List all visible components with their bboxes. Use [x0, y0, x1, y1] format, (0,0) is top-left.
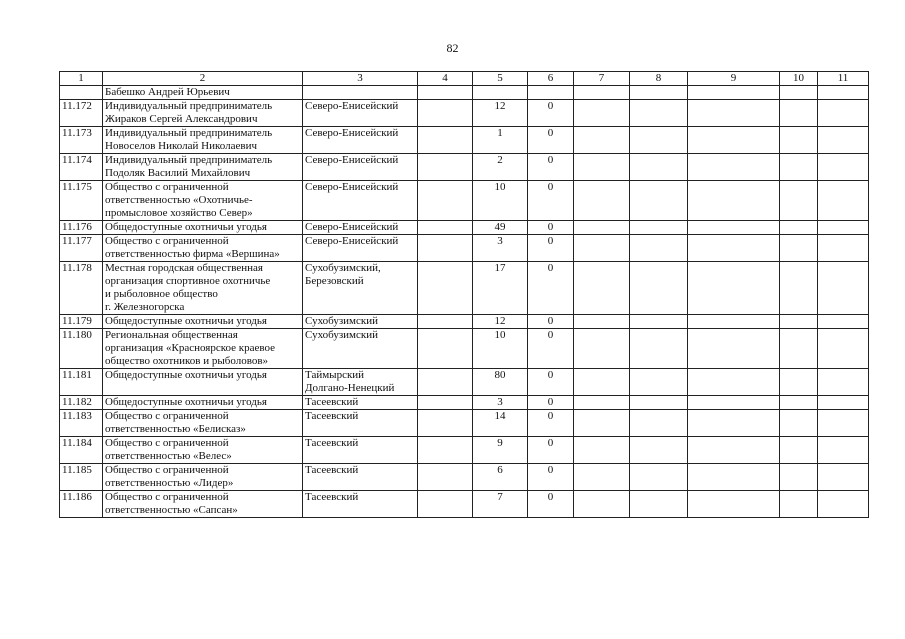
name-line: Жираков Сергей Александрович [105, 113, 258, 125]
cell-col-7 [574, 262, 630, 315]
column-header: 6 [528, 72, 574, 86]
cell-col-4 [418, 464, 473, 491]
cell-col-10 [780, 262, 818, 315]
cell-col-4 [418, 437, 473, 464]
cell-col-10 [780, 235, 818, 262]
cell-col-4 [418, 329, 473, 369]
district [303, 437, 418, 464]
table-row [60, 491, 869, 518]
district [303, 329, 418, 369]
row-number: 11.183 [60, 410, 103, 437]
cell-col-9 [688, 127, 780, 154]
cell-col-8 [630, 221, 688, 235]
cell-col-9 [688, 437, 780, 464]
district-line: Тасеевский [305, 396, 359, 408]
district-line: Тасеевский [305, 464, 359, 476]
cell-col-10 [780, 221, 818, 235]
district-line: Таймырский [305, 369, 365, 381]
organization-name [103, 396, 303, 410]
cell-col-11 [818, 86, 869, 100]
district-line: Тасеевский [305, 410, 359, 422]
cell-col-11 [818, 154, 869, 181]
cell-col-10 [780, 154, 818, 181]
cell-col-7 [574, 437, 630, 464]
cell-col-9 [688, 86, 780, 100]
cell-col-11 [818, 437, 869, 464]
column-header: 4 [418, 72, 473, 86]
row-number: 11.178 [60, 262, 103, 315]
cell-col-6: 0 [528, 437, 574, 464]
name-line: Местная городская общественная [105, 262, 263, 274]
district [303, 262, 418, 315]
table-row [60, 181, 869, 221]
district-line: Северо-Енисейский [305, 127, 399, 139]
organization-name [103, 329, 303, 369]
name-line: Общество с ограниченной [105, 181, 229, 193]
cell-col-7 [574, 396, 630, 410]
cell-col-9 [688, 396, 780, 410]
name-line: ответственностью «Велес» [105, 450, 232, 462]
organization-name [103, 100, 303, 127]
district [303, 221, 418, 235]
cell-col-11 [818, 181, 869, 221]
name-line: промысловое хозяйство Север» [105, 207, 253, 219]
cell-col-4 [418, 127, 473, 154]
district-line: Сухобузимский, [305, 262, 381, 274]
name-line: Общество с ограниченной [105, 437, 229, 449]
cell-col-10 [780, 127, 818, 154]
cell-col-5 [473, 86, 528, 100]
organization-name [103, 262, 303, 315]
cell-col-11 [818, 127, 869, 154]
cell-col-11 [818, 221, 869, 235]
cell-col-8 [630, 396, 688, 410]
cell-col-5: 80 [473, 369, 528, 396]
organization-name [103, 221, 303, 235]
name-line: Общедоступные охотничьи угодья [105, 396, 267, 408]
cell-col-7 [574, 100, 630, 127]
table-row [60, 154, 869, 181]
cell-col-11 [818, 410, 869, 437]
cell-col-5: 3 [473, 396, 528, 410]
row-number: 11.180 [60, 329, 103, 369]
cell-col-8 [630, 437, 688, 464]
cell-col-10 [780, 437, 818, 464]
table-row [60, 86, 869, 100]
cell-col-8 [630, 235, 688, 262]
cell-col-6: 0 [528, 410, 574, 437]
cell-col-10 [780, 491, 818, 518]
cell-col-6: 0 [528, 154, 574, 181]
district [303, 491, 418, 518]
cell-col-5: 7 [473, 491, 528, 518]
name-line: и рыболовное общество [105, 288, 218, 300]
cell-col-7 [574, 221, 630, 235]
table-body [60, 86, 869, 518]
organization-name [103, 315, 303, 329]
cell-col-9 [688, 100, 780, 127]
cell-col-6: 0 [528, 235, 574, 262]
cell-col-4 [418, 154, 473, 181]
column-header: 10 [780, 72, 818, 86]
district-line: Северо-Енисейский [305, 100, 399, 112]
name-line: Подоляк Василий Михайлович [105, 167, 251, 179]
cell-col-6: 0 [528, 127, 574, 154]
name-line: Индивидуальный предприниматель [105, 154, 273, 166]
row-number: 11.175 [60, 181, 103, 221]
district-line: Сухобузимский [305, 329, 379, 341]
organization-name [103, 127, 303, 154]
organization-name [103, 154, 303, 181]
cell-col-8 [630, 410, 688, 437]
district [303, 86, 418, 100]
cell-col-7 [574, 315, 630, 329]
name-line: Общедоступные охотничьи угодья [105, 315, 267, 327]
name-line: Бабешко Андрей Юрьевич [105, 86, 230, 98]
name-line: Общество с ограниченной [105, 235, 229, 247]
cell-col-8 [630, 315, 688, 329]
cell-col-9 [688, 491, 780, 518]
cell-col-9 [688, 329, 780, 369]
cell-col-9 [688, 464, 780, 491]
name-line: г. Железногорска [105, 301, 185, 313]
organization-name [103, 235, 303, 262]
cell-col-7 [574, 491, 630, 518]
district-line: Сухобузимский [305, 315, 379, 327]
cell-col-9 [688, 315, 780, 329]
cell-col-10 [780, 464, 818, 491]
organization-name [103, 86, 303, 100]
cell-col-6: 0 [528, 221, 574, 235]
cell-col-7 [574, 464, 630, 491]
cell-col-5: 17 [473, 262, 528, 315]
column-header: 9 [688, 72, 780, 86]
cell-col-6: 0 [528, 369, 574, 396]
cell-col-5: 12 [473, 100, 528, 127]
name-line: ответственностью «Лидер» [105, 477, 234, 489]
column-header: 8 [630, 72, 688, 86]
cell-col-11 [818, 329, 869, 369]
cell-col-4 [418, 100, 473, 127]
table-row [60, 410, 869, 437]
cell-col-4 [418, 86, 473, 100]
cell-col-5: 6 [473, 464, 528, 491]
name-line: Общедоступные охотничьи угодья [105, 369, 267, 381]
cell-col-4 [418, 221, 473, 235]
cell-col-4 [418, 410, 473, 437]
cell-col-7 [574, 181, 630, 221]
table-row [60, 464, 869, 491]
district [303, 235, 418, 262]
table-row [60, 315, 869, 329]
name-line: ответственностью «Сапсан» [105, 504, 238, 516]
cell-col-5: 14 [473, 410, 528, 437]
row-number: 11.173 [60, 127, 103, 154]
cell-col-8 [630, 491, 688, 518]
row-number [60, 86, 103, 100]
registry-table [59, 71, 869, 518]
column-header: 1 [60, 72, 103, 86]
cell-col-4 [418, 491, 473, 518]
district-line: Тасеевский [305, 491, 359, 503]
cell-col-10 [780, 396, 818, 410]
column-header: 2 [103, 72, 303, 86]
row-number: 11.172 [60, 100, 103, 127]
cell-col-6: 0 [528, 464, 574, 491]
cell-col-11 [818, 100, 869, 127]
cell-col-10 [780, 181, 818, 221]
name-line: Общество с ограниченной [105, 491, 229, 503]
district [303, 127, 418, 154]
district [303, 181, 418, 221]
district [303, 154, 418, 181]
column-header: 3 [303, 72, 418, 86]
table-row [60, 127, 869, 154]
row-number: 11.184 [60, 437, 103, 464]
cell-col-5: 12 [473, 315, 528, 329]
cell-col-10 [780, 315, 818, 329]
cell-col-11 [818, 235, 869, 262]
district-line: Северо-Енисейский [305, 235, 399, 247]
cell-col-9 [688, 262, 780, 315]
organization-name [103, 491, 303, 518]
cell-col-9 [688, 235, 780, 262]
district-line: Северо-Енисейский [305, 181, 399, 193]
cell-col-4 [418, 235, 473, 262]
cell-col-6: 0 [528, 315, 574, 329]
cell-col-9 [688, 369, 780, 396]
table-row [60, 329, 869, 369]
cell-col-8 [630, 127, 688, 154]
row-number: 11.182 [60, 396, 103, 410]
cell-col-4 [418, 262, 473, 315]
cell-col-8 [630, 464, 688, 491]
cell-col-11 [818, 464, 869, 491]
cell-col-9 [688, 221, 780, 235]
cell-col-11 [818, 396, 869, 410]
organization-name [103, 181, 303, 221]
cell-col-11 [818, 491, 869, 518]
name-line: Новоселов Николай Николаевич [105, 140, 257, 152]
cell-col-10 [780, 86, 818, 100]
name-line: ответственностью «Охотничье- [105, 194, 253, 206]
district [303, 410, 418, 437]
district [303, 315, 418, 329]
table-row [60, 369, 869, 396]
cell-col-5: 2 [473, 154, 528, 181]
cell-col-7 [574, 235, 630, 262]
organization-name [103, 464, 303, 491]
cell-col-6: 0 [528, 262, 574, 315]
cell-col-9 [688, 154, 780, 181]
cell-col-6 [528, 86, 574, 100]
cell-col-5: 3 [473, 235, 528, 262]
row-number: 11.185 [60, 464, 103, 491]
district-line: Тасеевский [305, 437, 359, 449]
cell-col-8 [630, 86, 688, 100]
organization-name [103, 410, 303, 437]
row-number: 11.181 [60, 369, 103, 396]
district [303, 464, 418, 491]
cell-col-4 [418, 315, 473, 329]
table-row [60, 437, 869, 464]
cell-col-4 [418, 396, 473, 410]
cell-col-7 [574, 154, 630, 181]
cell-col-10 [780, 410, 818, 437]
cell-col-6: 0 [528, 329, 574, 369]
cell-col-7 [574, 127, 630, 154]
name-line: Индивидуальный предприниматель [105, 100, 273, 112]
cell-col-7 [574, 329, 630, 369]
row-number: 11.174 [60, 154, 103, 181]
table-row [60, 262, 869, 315]
organization-name [103, 369, 303, 396]
name-line: организация «Красноярское краевое [105, 342, 275, 354]
cell-col-10 [780, 369, 818, 396]
cell-col-6: 0 [528, 181, 574, 221]
cell-col-7 [574, 410, 630, 437]
column-header: 11 [818, 72, 869, 86]
cell-col-6: 0 [528, 396, 574, 410]
district [303, 369, 418, 396]
table-row [60, 221, 869, 235]
cell-col-6: 0 [528, 100, 574, 127]
cell-col-4 [418, 369, 473, 396]
cell-col-5: 1 [473, 127, 528, 154]
row-number: 11.176 [60, 221, 103, 235]
column-header: 5 [473, 72, 528, 86]
district [303, 396, 418, 410]
table-row [60, 235, 869, 262]
district [303, 100, 418, 127]
cell-col-8 [630, 154, 688, 181]
cell-col-7 [574, 86, 630, 100]
cell-col-11 [818, 369, 869, 396]
cell-col-5: 49 [473, 221, 528, 235]
table-row [60, 100, 869, 127]
row-number: 11.186 [60, 491, 103, 518]
district-line: Долгано-Ненецкий [305, 382, 395, 394]
name-line: общество охотников и рыболовов» [105, 355, 269, 367]
cell-col-5: 10 [473, 329, 528, 369]
column-number-row [60, 72, 869, 86]
cell-col-8 [630, 262, 688, 315]
name-line: Индивидуальный предприниматель [105, 127, 273, 139]
cell-col-11 [818, 315, 869, 329]
name-line: Региональная общественная [105, 329, 238, 341]
cell-col-11 [818, 262, 869, 315]
cell-col-8 [630, 181, 688, 221]
district-line: Северо-Енисейский [305, 221, 399, 233]
district-line: Северо-Енисейский [305, 154, 399, 166]
cell-col-7 [574, 369, 630, 396]
cell-col-5: 9 [473, 437, 528, 464]
name-line: ответственностью фирма «Вершина» [105, 248, 280, 260]
cell-col-8 [630, 100, 688, 127]
column-header: 7 [574, 72, 630, 86]
name-line: Общедоступные охотничьи угодья [105, 221, 267, 233]
cell-col-9 [688, 181, 780, 221]
name-line: ответственностью «Белисказ» [105, 423, 246, 435]
name-line: организация спортивное охотничье [105, 275, 271, 287]
cell-col-6: 0 [528, 491, 574, 518]
page-number: 82 [446, 41, 459, 55]
cell-col-9 [688, 410, 780, 437]
organization-name [103, 437, 303, 464]
cell-col-10 [780, 100, 818, 127]
table-row [60, 396, 869, 410]
district-line: Березовский [305, 275, 364, 287]
cell-col-8 [630, 329, 688, 369]
name-line: Общество с ограниченной [105, 410, 229, 422]
row-number: 11.177 [60, 235, 103, 262]
row-number: 11.179 [60, 315, 103, 329]
cell-col-5: 10 [473, 181, 528, 221]
cell-col-4 [418, 181, 473, 221]
name-line: Общество с ограниченной [105, 464, 229, 476]
cell-col-10 [780, 329, 818, 369]
cell-col-8 [630, 369, 688, 396]
